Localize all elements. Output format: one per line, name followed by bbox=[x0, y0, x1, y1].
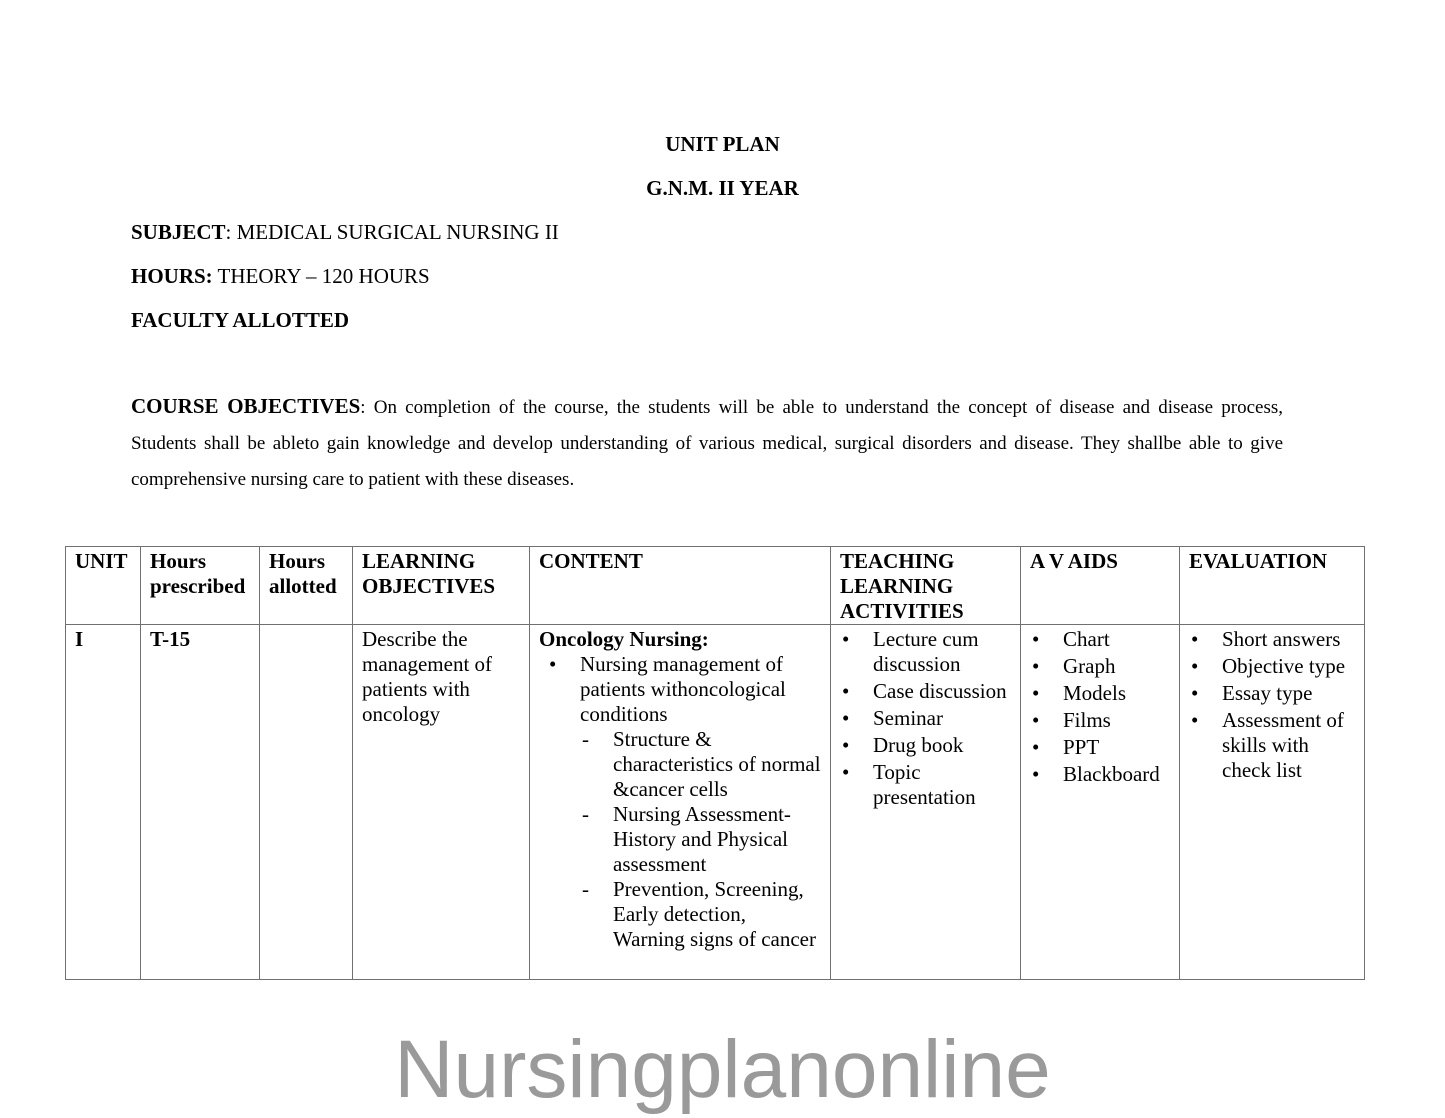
watermark: Nursingplanonline bbox=[394, 1024, 1051, 1115]
subject-line bbox=[131, 220, 559, 245]
unit-plan-table bbox=[65, 546, 1365, 980]
list-item: • Lecture cum discussion bbox=[840, 627, 1011, 677]
objectives-text: : On completion of the course, the students will be able to understand the concept of disease and disease process, Students shall be ableto gain knowledge and develop understanding of various medical, surgical disorders and disease. They shallbe able to give comprehensive nursing care to patient with these diseases. bbox=[131, 397, 1284, 490]
list-item: • Topic presentation bbox=[840, 760, 1011, 810]
cell-av-aids bbox=[1021, 625, 1180, 980]
cell-hours-prescribed: T-15 bbox=[141, 625, 260, 980]
cell-hours-allotted bbox=[260, 625, 353, 980]
list-item: • Objective type bbox=[1189, 654, 1355, 679]
course-objectives bbox=[131, 388, 1283, 498]
list-item: • Blackboard bbox=[1030, 762, 1170, 787]
list-item: • Assessment of skills with check list bbox=[1189, 708, 1355, 783]
content-sub-item: - Structure & characteristics of normal &cancer cells bbox=[580, 727, 821, 802]
cell-unit: I bbox=[66, 625, 141, 980]
hours-value: THEORY – 120 HOURS bbox=[212, 264, 430, 288]
content-sub-list bbox=[580, 727, 821, 952]
hours-label: HOURS: bbox=[131, 264, 213, 288]
activities-list bbox=[840, 627, 1011, 810]
header-teaching-activities: TEACHING LEARNING ACTIVITIES bbox=[831, 547, 1021, 625]
list-item: • Short answers bbox=[1189, 627, 1355, 652]
header-hours-prescribed: Hours prescribed bbox=[141, 547, 260, 625]
table-row bbox=[66, 625, 1365, 980]
page-title: UNIT PLAN bbox=[665, 132, 780, 156]
list-item: • Films bbox=[1030, 708, 1170, 733]
header-evaluation: EVALUATION bbox=[1180, 547, 1365, 625]
list-item: • Graph bbox=[1030, 654, 1170, 679]
subject-label: SUBJECT bbox=[131, 220, 226, 244]
faculty-line bbox=[131, 308, 349, 333]
av-aids-list bbox=[1030, 627, 1170, 787]
cell-evaluation bbox=[1180, 625, 1365, 980]
table-header-row bbox=[66, 547, 1365, 625]
objectives-label: COURSE OBJECTIVES bbox=[131, 394, 361, 418]
cell-content bbox=[530, 625, 831, 980]
hours-line bbox=[131, 264, 430, 289]
content-heading: Oncology Nursing: bbox=[539, 627, 709, 651]
content-sub-item: - Prevention, Screening, Early detection, Warning signs of cancer bbox=[580, 877, 821, 952]
cell-learning-objectives: Describe the management of patients with oncology bbox=[353, 625, 530, 980]
list-item: • Models bbox=[1030, 681, 1170, 706]
list-item: • Case discussion bbox=[840, 679, 1011, 704]
content-item-text: Nursing management of patients withoncological conditions bbox=[580, 652, 786, 726]
list-item: • Drug book bbox=[840, 733, 1011, 758]
bullet-icon: • bbox=[549, 652, 557, 676]
evaluation-list bbox=[1189, 627, 1355, 783]
subject-value: : MEDICAL SURGICAL NURSING II bbox=[225, 220, 559, 244]
list-item: • PPT bbox=[1030, 735, 1170, 760]
header-av-aids: A V AIDS bbox=[1021, 547, 1180, 625]
header-unit: UNIT bbox=[66, 547, 141, 625]
page-subtitle: G.N.M. II YEAR bbox=[646, 176, 799, 200]
faculty-label: FACULTY ALLOTTED bbox=[131, 308, 350, 332]
list-item: • Seminar bbox=[840, 706, 1011, 731]
header-hours-allotted: Hours allotted bbox=[260, 547, 353, 625]
list-item: • Chart bbox=[1030, 627, 1170, 652]
content-sub-item: - Nursing Assessment-History and Physical assessment bbox=[580, 802, 821, 877]
header-content: CONTENT bbox=[530, 547, 831, 625]
list-item: • Essay type bbox=[1189, 681, 1355, 706]
header-learning-objectives: LEARNING OBJECTIVES bbox=[353, 547, 530, 625]
content-list bbox=[539, 652, 821, 952]
content-item bbox=[547, 652, 821, 952]
cell-teaching-activities bbox=[831, 625, 1021, 980]
